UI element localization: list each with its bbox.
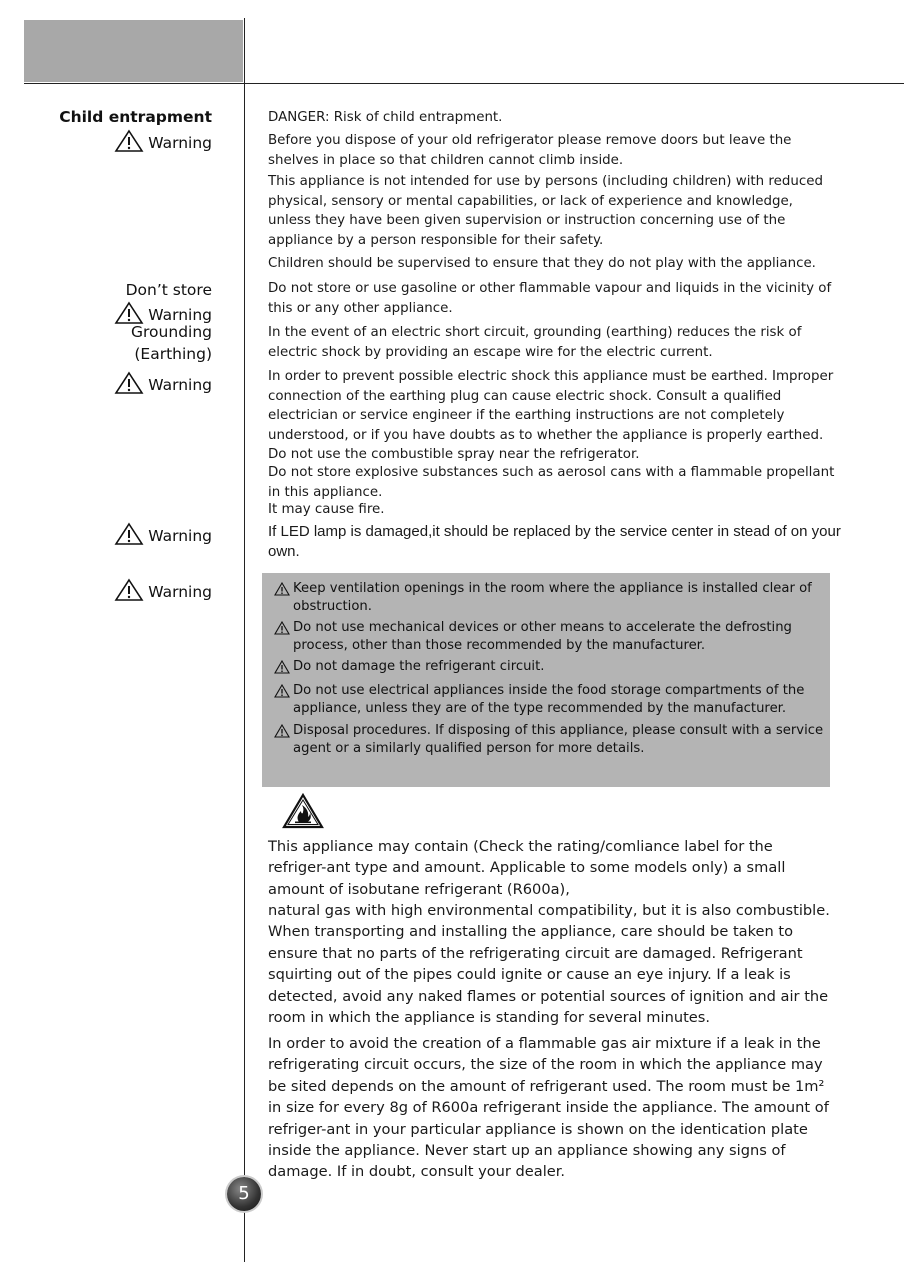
spray-text: Do not use the combustible spray near the refrigerator. <box>268 447 640 462</box>
label-child-entrapment: Child entrapment <box>59 108 212 126</box>
warning-icon <box>114 129 144 153</box>
dispose-text: Before you dispose of your old refrigerator please remove doors but leave the shelves in place so that children cannot climb inside. <box>268 133 792 168</box>
header-rule <box>24 83 904 84</box>
label-warning-4 <box>114 522 212 547</box>
explosive-text: Do not store explosive substances such as aerosol cans with a flammable propellant in this appliance. <box>268 465 835 500</box>
label-earthing: (Earthing) <box>134 345 212 363</box>
label-warning-1 <box>114 129 212 154</box>
gray-item-electrical <box>274 682 824 718</box>
led-text: If LED lamp is damaged,it should be replaced by the service center in stead of on your own. <box>268 523 841 560</box>
gray-item-text: Do not damage the refrigerant circuit. <box>293 659 545 674</box>
header-box <box>24 20 243 82</box>
warning-label: Warning <box>148 527 212 545</box>
gasoline-text: Do not store or use gasoline or other flammable vapour and liquids in the vicinity of this or any other appliance. <box>268 281 832 316</box>
supervised-text: Children should be supervised to ensure that they do not play with the appliance. <box>268 256 816 271</box>
gray-item-disposal <box>274 722 824 758</box>
warning-icon <box>274 582 290 596</box>
warning-icon <box>114 522 144 546</box>
warning-icon <box>274 724 290 738</box>
fire-text: It may cause fire. <box>268 502 385 517</box>
gray-item-text: Do not use electrical appliances inside the food storage compartments of the appliance, unless they are of the type recommended by the manufacturer. <box>293 683 805 717</box>
gray-item-text: Keep ventilation openings in the room where the appliance is installed clear of obstruction. <box>293 581 812 615</box>
warning-label: Warning <box>148 134 212 152</box>
danger-text: DANGER: Risk of child entrapment. <box>268 110 503 125</box>
gray-item-text: Do not use mechanical devices or other means to accelerate the defrosting process, other than those recommended by the manufacturer. <box>293 620 792 654</box>
short-circuit-text: In the event of an electric short circuit, grounding (earthing) reduces the risk of electric shock by providing an escape wire for the electric current. <box>268 325 802 360</box>
earthed-text: In order to prevent possible electric shock this appliance must be earthed. Improper connection of the earthing plug can cause electric shock. Consult a qualified electrician or service engineer if the earthing instructions are not completely understood, or if you have doubts as to whether the appliance is properly earthed. <box>268 369 834 443</box>
gray-item-circuit <box>274 658 824 676</box>
warning-label: Warning <box>148 583 212 601</box>
warning-icon <box>114 371 144 395</box>
warning-icon <box>274 660 290 674</box>
label-warning-3 <box>114 371 212 396</box>
warning-icon <box>114 578 144 602</box>
label-warning-5 <box>114 578 212 603</box>
warning-icon <box>274 684 290 698</box>
label-grounding: Grounding <box>131 323 212 341</box>
label-dont-store: Don’t store <box>125 281 212 299</box>
warning-label: Warning <box>148 376 212 394</box>
flammable-icon <box>282 793 324 829</box>
warning-icon <box>274 621 290 635</box>
column-divider <box>244 18 245 1262</box>
refrigerant-text-2: natural gas with high environmental compatibility, but it is also combustible. When transporting and installing the appliance, care should be taken to ensure that no parts of the refrigerating circuit are damaged. Refrigerant squirting out of the pipes could ignite or cause an eye injury. If a leak is detected, avoid any naked flames or potential sources of ignition and air the room in which the appliance is standing for several minutes. <box>268 902 830 1027</box>
gray-item-defrost <box>274 619 824 655</box>
refrigerant-text-1: This appliance may contain (Check the rating/comliance label for the refriger-ant type and amount. Applicable to some models only) a small amount of isobutane refrigerant (R600a), <box>268 838 786 898</box>
not-intended-text: This appliance is not intended for use by persons (including children) with reduced physical, sensory or mental capabilities, or lack of experience and knowledge, unless they have been given supervision or instruction concerning use of the appliance by a person responsible for their safety. <box>268 174 823 248</box>
gray-item-ventilation <box>274 580 824 616</box>
refrigerant-text-3: In order to avoid the creation of a flammable gas air mixture if a leak in the refrigerating circuit occurs, the size of the room in which the appliance may be sited depends on the amount of refrigerant used. The room must be 1m² in size for every 8g of R600a refrigerant inside the appliance. The amount of refriger-ant in your particular appliance is shown on the identication plate inside the appliance. Never start up an appliance showing any signs of damage. If in doubt, consult your dealer. <box>268 1035 829 1181</box>
gray-item-text: Disposal procedures. If disposing of this appliance, please consult with a service agent or a similarly qualified person for more details. <box>293 723 824 757</box>
page-number: 5 <box>227 1177 261 1211</box>
warning-label: Warning <box>148 306 212 324</box>
